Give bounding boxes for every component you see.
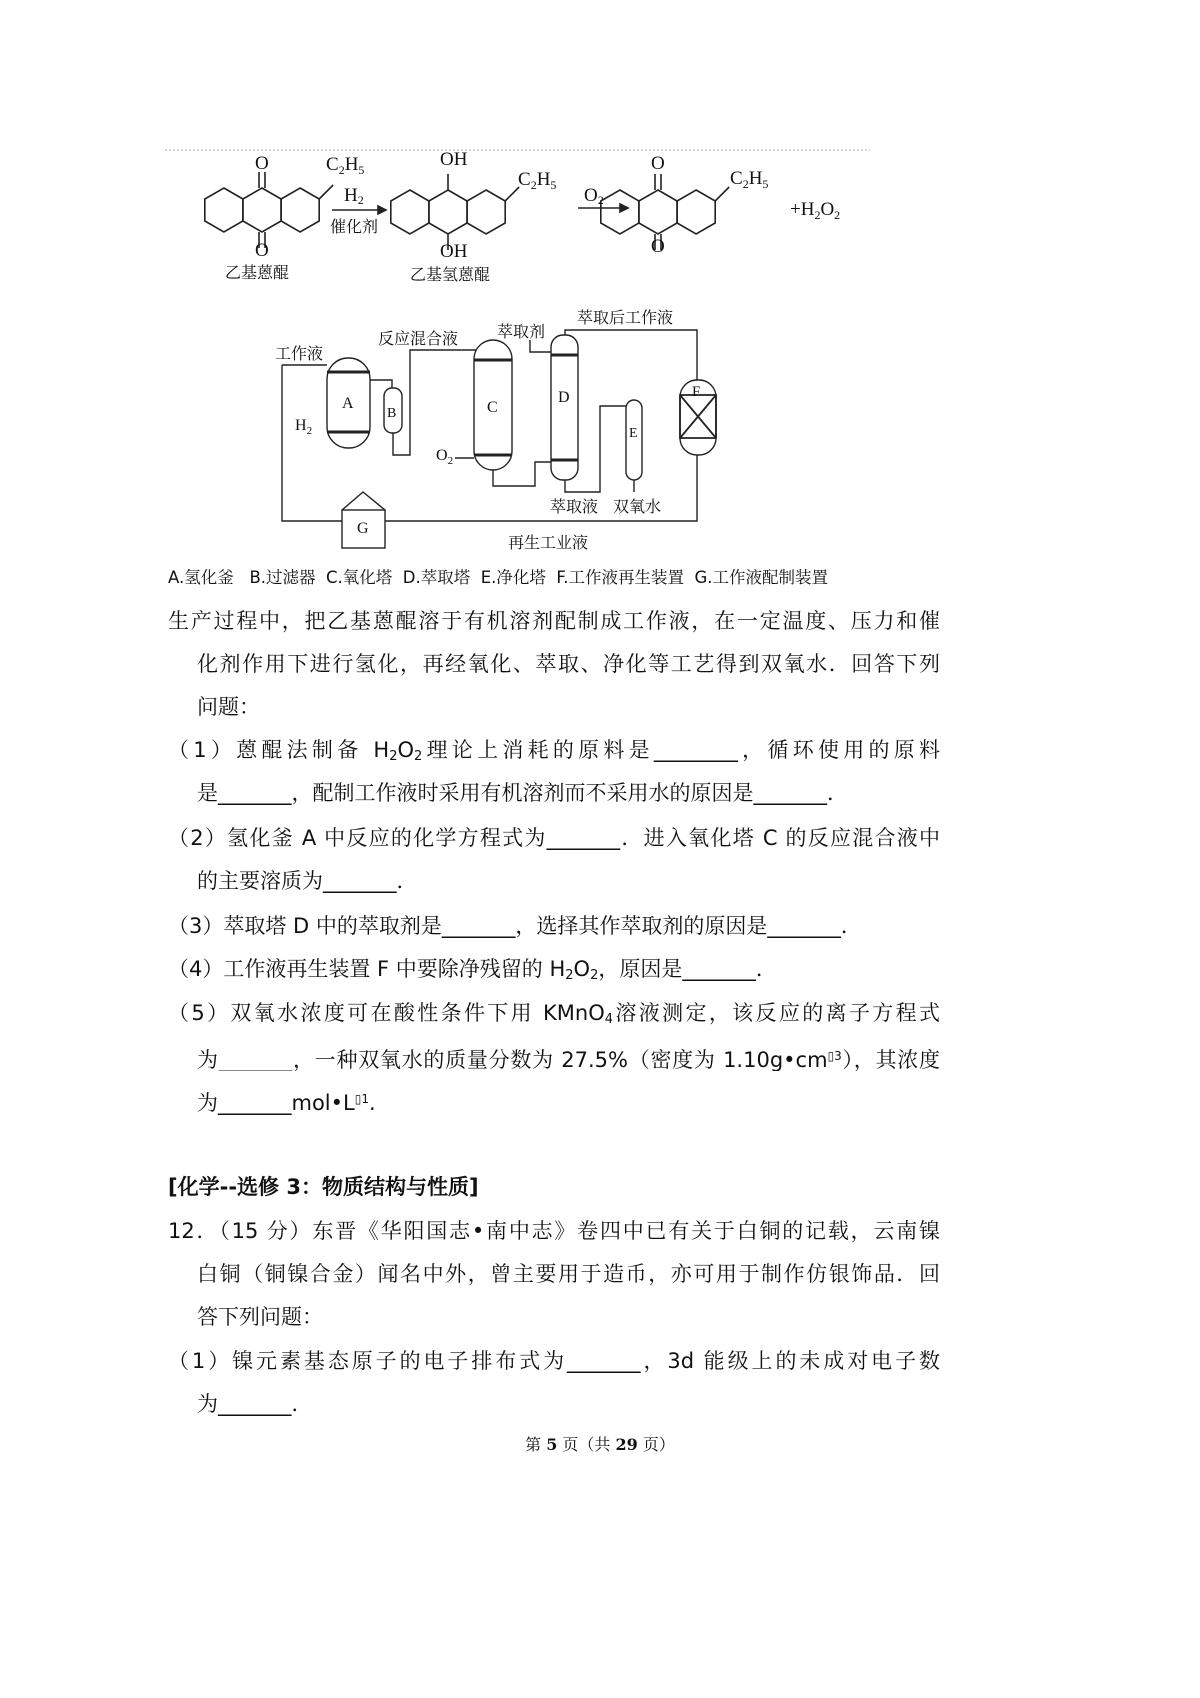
intermediate-name: 乙基氢蒽醌 (410, 265, 491, 284)
q1-line-2: 是_______，配制工作液时采用有机溶剂而不采用水的原因是_______． (197, 781, 848, 805)
benzene-ring (677, 190, 715, 234)
packed-bed-icon (680, 395, 716, 438)
q5-line2-text-b: ），其浓度 (841, 1048, 940, 1071)
q4-text-c: ，原因是_______． (598, 957, 777, 981)
pipe-c-to-d (455, 340, 551, 486)
ethyl-bond (715, 187, 729, 201)
unit-b: B (387, 406, 397, 421)
ethyl-bond (319, 185, 333, 199)
q12-line-3: 答下列问题： (197, 1305, 323, 1329)
carbonyl-o-top-3: O (651, 153, 665, 174)
q12-line-1: 12．（15 分）东晋《华阳国志•南中志》卷四中已有关于白铜的记载，云南镍 (168, 1219, 940, 1243)
ethyl-group-1: $C_2H_5$ (326, 154, 365, 177)
q5-line2-text-a: 为_______，一种双氧水的质量分数为 27.5%（密度为 1.10g•cm (197, 1048, 828, 1071)
hydroxyl-bottom: OH (440, 241, 468, 262)
density-exponent: ▯3 (827, 1049, 842, 1063)
q4-line: （4）工作液再生装置 F 中要除净残留的 $H_2O_2$，原因是_______． (168, 957, 777, 983)
h2-inlet: $H_2$ (295, 417, 313, 437)
label-regen-liquid: 再生工业液 (508, 533, 589, 552)
carbonyl-o-top-1: O (255, 153, 269, 174)
q5-text-a: （5）双氧水浓度可在酸性条件下用 KMnO (168, 1001, 605, 1025)
q2-line-1: （2）氢化釜 A 中反应的化学方程式为_______．进入氧化塔 C 的反应混合液中 (168, 826, 940, 850)
page-footer (0, 1432, 1200, 1455)
o2-over-arrow: O (584, 185, 598, 206)
unit-d: D (558, 389, 570, 406)
reaction-and-process-figure (0, 0, 1200, 600)
q12-1-line-2: 为_______． (197, 1392, 313, 1416)
oxidation-arrow-head (620, 204, 628, 212)
hydroxyl-top: OH (440, 149, 468, 170)
benzene-ring (639, 190, 677, 234)
benzene-ring (467, 190, 505, 234)
q5-line-3 (197, 1084, 376, 1118)
q2-line-2: 的主要溶质为_______． (197, 869, 418, 893)
label-extract-liquid: 萃取液 (550, 497, 599, 516)
section-heading: [化学--选修 3：物质结构与性质] (168, 1175, 479, 1199)
q4-text-b: O (573, 957, 591, 981)
q12-line-2: 白铜（铜镍合金）闻名中外，曾主要用于造币，亦可用于制作仿银饰品．回 (197, 1262, 940, 1286)
hydrogenation-arrow-head (378, 206, 386, 214)
q4-text-a: （4）工作液再生装置 F 中要除净残留的 H (168, 957, 566, 981)
intro-line-2: 化剂作用下进行氢化，再经氧化、萃取、净化等工艺得到双氧水．回答下列 (197, 652, 940, 676)
ethyl-label-2: C (518, 169, 531, 190)
carbonyl-o-bottom-3: O (651, 236, 665, 257)
page-number: 5 (546, 1435, 558, 1454)
unit-a: A (342, 395, 354, 412)
q1-text-b: O (397, 738, 414, 762)
unit-f: F (692, 384, 701, 400)
h2-inlet-label: H (295, 417, 307, 434)
unit-c: C (487, 399, 498, 416)
q12-1-line-1: （1）镍元素基态原子的电子排布式为_______，3d 能级上的未成对电子数 (168, 1349, 940, 1373)
q1-line-1: （1）蒽醌法制备 $H_2O_2$理论上消耗的原料是________，循环使用的原料 (168, 738, 940, 764)
q5-line3-text-b: . (368, 1091, 376, 1115)
h2-over-arrow: H (344, 185, 358, 206)
q1-text-a: （1）蒽醌法制备 H (168, 738, 390, 762)
pipe-a-to-b (370, 380, 392, 388)
benzene-ring (205, 188, 243, 232)
equipment-legend: A.氢化釜 B.过滤器 C.氧化塔 D.萃取塔 E.净化塔 F.工作液再生装置 G.工作液配制装置 (168, 568, 828, 587)
ethyl-label-1: C (326, 154, 339, 175)
reactant-name: 乙基蒽醌 (225, 263, 290, 282)
extraction-tower-d (551, 335, 578, 480)
pipe-d-outlets (565, 330, 697, 492)
footer-text-a: 第 (525, 1435, 547, 1454)
intro-line-3: 问题： (197, 695, 260, 719)
benzene-ring (281, 188, 319, 232)
q5-line-2 (197, 1041, 940, 1071)
o2-inlet-label: O (436, 447, 448, 464)
label-after-extract: 萃取后工作液 (577, 308, 674, 327)
label-mixed-liquid: 反应混合液 (378, 329, 459, 348)
footer-text-b: 页（共 (557, 1435, 616, 1454)
o2-reagent: O2 (584, 185, 604, 207)
h2o2-product: +H (790, 199, 815, 220)
carbonyl-o-bottom-1: O (255, 240, 269, 261)
label-h2o2: 双氧水 (613, 497, 662, 516)
ethyl-label-3: C (730, 168, 743, 189)
pipe-b-to-c (393, 350, 476, 455)
ethyl-group-3: $C_2H_5$ (730, 168, 769, 191)
o2-inlet: $O_2$ (436, 447, 454, 467)
total-pages: 29 (615, 1435, 638, 1454)
unit-g: G (357, 520, 369, 537)
catalyst-label: 催化剂 (330, 217, 379, 236)
preparation-unit-roof (342, 492, 385, 510)
ethyl-group-2: $C_2H_5$ (518, 169, 557, 192)
h2o2-byproduct: $+H_2O_2$ (790, 199, 841, 222)
h2-reagent: H2 (344, 185, 364, 207)
benzene-ring (429, 190, 467, 234)
q5-text-b: 溶液测定，该反应的离子方程式 (613, 1001, 940, 1025)
intro-line-1: 生产过程中，把乙基蒽醌溶于有机溶剂配制成工作液，在一定温度、压力和催 (168, 609, 940, 633)
q1-text-c: 理论上消耗的原料是________，循环使用的原料 (422, 738, 940, 762)
q3-line: （3）萃取塔 D 中的萃取剂是_______，选择其作萃取剂的原因是_______． (168, 914, 862, 938)
q5-line3-text-a: 为_______mol•L (197, 1091, 355, 1115)
concentration-exponent: ▯1 (354, 1092, 369, 1106)
label-extractant: 萃取剂 (497, 322, 546, 341)
footer-text-c: 页） (637, 1435, 675, 1454)
label-working-liquid: 工作液 (275, 344, 324, 363)
unit-e: E (629, 426, 638, 441)
q5-line-1: （5）双氧水浓度可在酸性条件下用 KMnO$_4$溶液测定，该反应的离子方程式 (168, 1001, 940, 1027)
benzene-ring (243, 188, 281, 232)
benzene-ring (391, 190, 429, 234)
